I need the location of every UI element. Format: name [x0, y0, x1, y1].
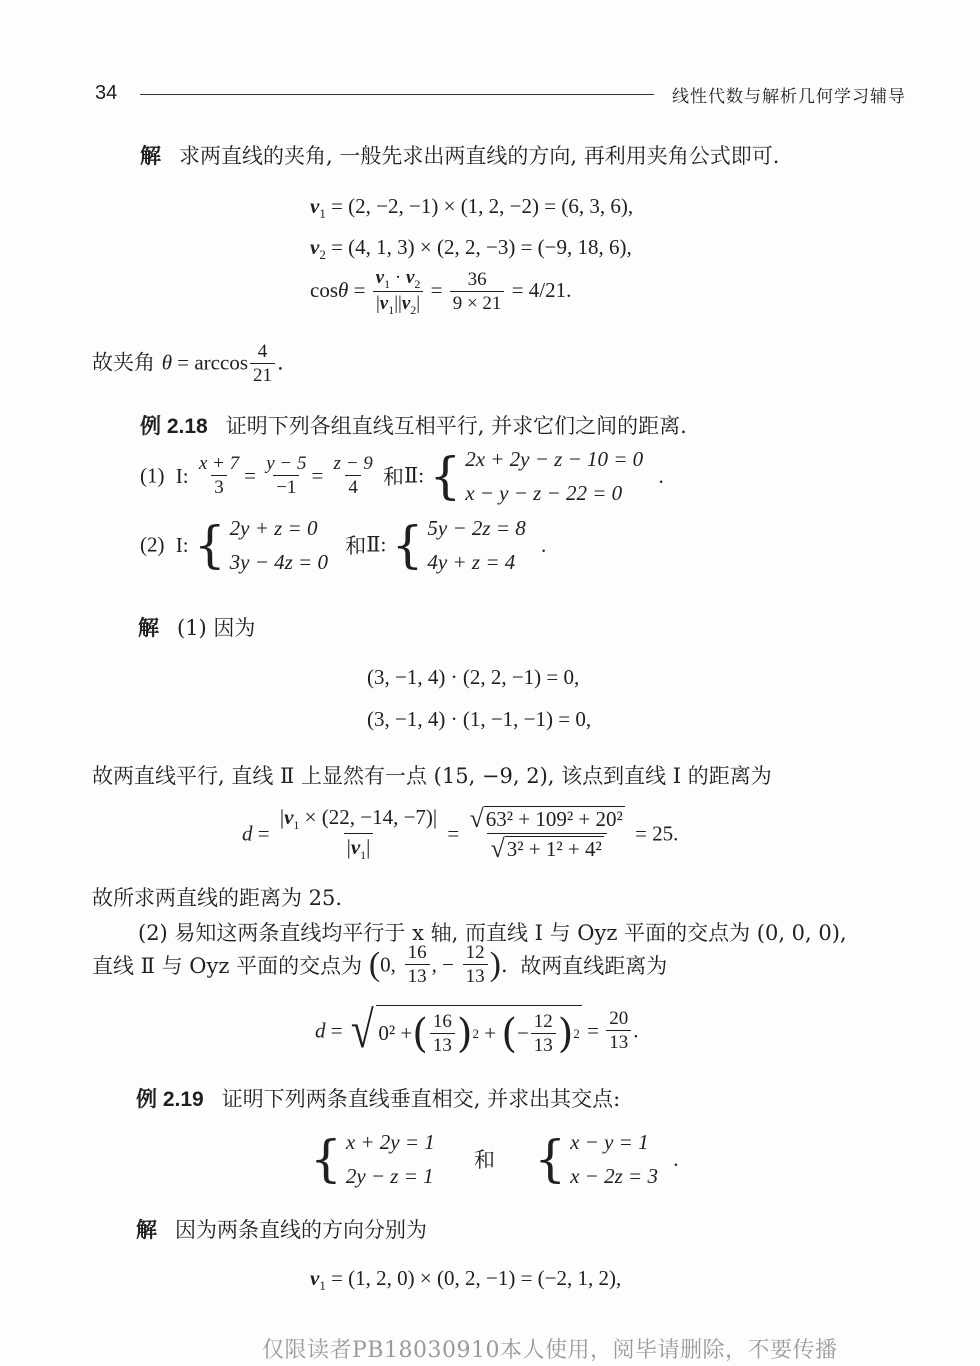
part2-line1: (2) 易知这两条直线均平行于 x 轴, 而直线 I 与 Oyz 平面的交点为 (0, 0, 0),: [138, 921, 847, 945]
part2-line2: 直线 Ⅱ 与 Oyz 平面的交点为 (0, $\frac{16}{13}$ , − $\frac{12}{13}$ ). 故两直线距离为: [92, 942, 668, 987]
example-2-18-part2: (2) I: { 2y + z = 0 3y − 4z = 0 和Ⅱ: { 5y − 2z = 8 4y + z = 4 .: [140, 516, 547, 574]
page-number: 34: [95, 82, 118, 104]
example-2-18-part1: (1) I: $\frac{x + 7}{3}$ = $\frac{y - 5}{-1}$ = $\frac{z - 9}{4}$ 和Ⅱ: { 2x + 2y − z − 10 = 0 x − y − z − 22 = 0 .: [140, 447, 664, 505]
solution-label: 解: [140, 143, 161, 168]
example-label: 例 2.18: [140, 415, 208, 438]
equation-cos-theta: cosθ = $\frac{v_1 \cdot v_2}{|v_1||v_2|}$ = $\frac{36}{9 \times 21}$ = 4/21.: [310, 267, 572, 318]
example-2-19-statement: 例 2.19 证明下列两条直线垂直相交, 并求出其交点:: [136, 1087, 621, 1111]
example-label: 例 2.19: [136, 1088, 204, 1111]
dot-product-1: (3, −1, 4) · (2, 2, −1) = 0,: [367, 665, 580, 689]
watermark: 仅限读者PB18030910本人使用，阅毕请删除，不要传播: [262, 1338, 838, 1363]
solution-2-19-intro: 解 因为两条直线的方向分别为: [136, 1217, 427, 1242]
solution-2-18-intro: 解 (1) 因为: [138, 615, 256, 640]
distance-formula-2: d = √ 0² + ( $\frac{16}{13}$ ) 2 + ( − $\frac{12}{13}$ ) 2 = $\frac{20}{13}$ .: [315, 1002, 639, 1059]
dot-product-2: (3, −1, 4) · (1, −1, −1) = 0,: [367, 707, 592, 731]
equation-v2-cross: $v_2 = (4$, 1, 3) × (2, 2, −3) = (−9, 18, 6),: [310, 235, 632, 263]
solution-paragraph: [140, 140, 779, 170]
parallel-text: 故两直线平行, 直线 Ⅱ 上显然有一点 (15, −9, 2), 该点到直线 I 的距离为: [92, 764, 772, 788]
example-2-18-statement: 例 2.18 证明下列各组直线互相平行, 并求它们之间的距离.: [140, 414, 687, 438]
header-rule: [140, 94, 654, 95]
book-title: 线性代数与解析几何学习辅导: [672, 87, 906, 107]
distance-formula: d = $\frac{|v_1 \times (22, -14, -7)|}{|v_1|}$ = √ 63² + 109² + 20² √ 3² + 1² + 4² = 25.: [242, 804, 679, 864]
solution-text: 求两直线的夹角, 一般先求出两直线的方向, 再利用夹角公式即可.: [179, 144, 780, 168]
distance-conclusion: 故所求两直线的距离为 25.: [92, 886, 343, 910]
equation-v1-cross-2: $v_1 = (1$, 2, 0) × (0, 2, −1) = (−2, 1, 2),: [310, 1266, 622, 1294]
equation-v1-cross: $v_1 = (2$, −2, −1) × (1, 2, −2) = (6, 3, 6),: [310, 194, 634, 222]
angle-conclusion: 故夹角 θ = arccos $\frac{4}{21}$ .: [92, 341, 284, 386]
example-2-19-lines: { x + 2y = 1 2y − z = 1 和 { x − y = 1 x − 2z = 3 .: [310, 1130, 679, 1188]
